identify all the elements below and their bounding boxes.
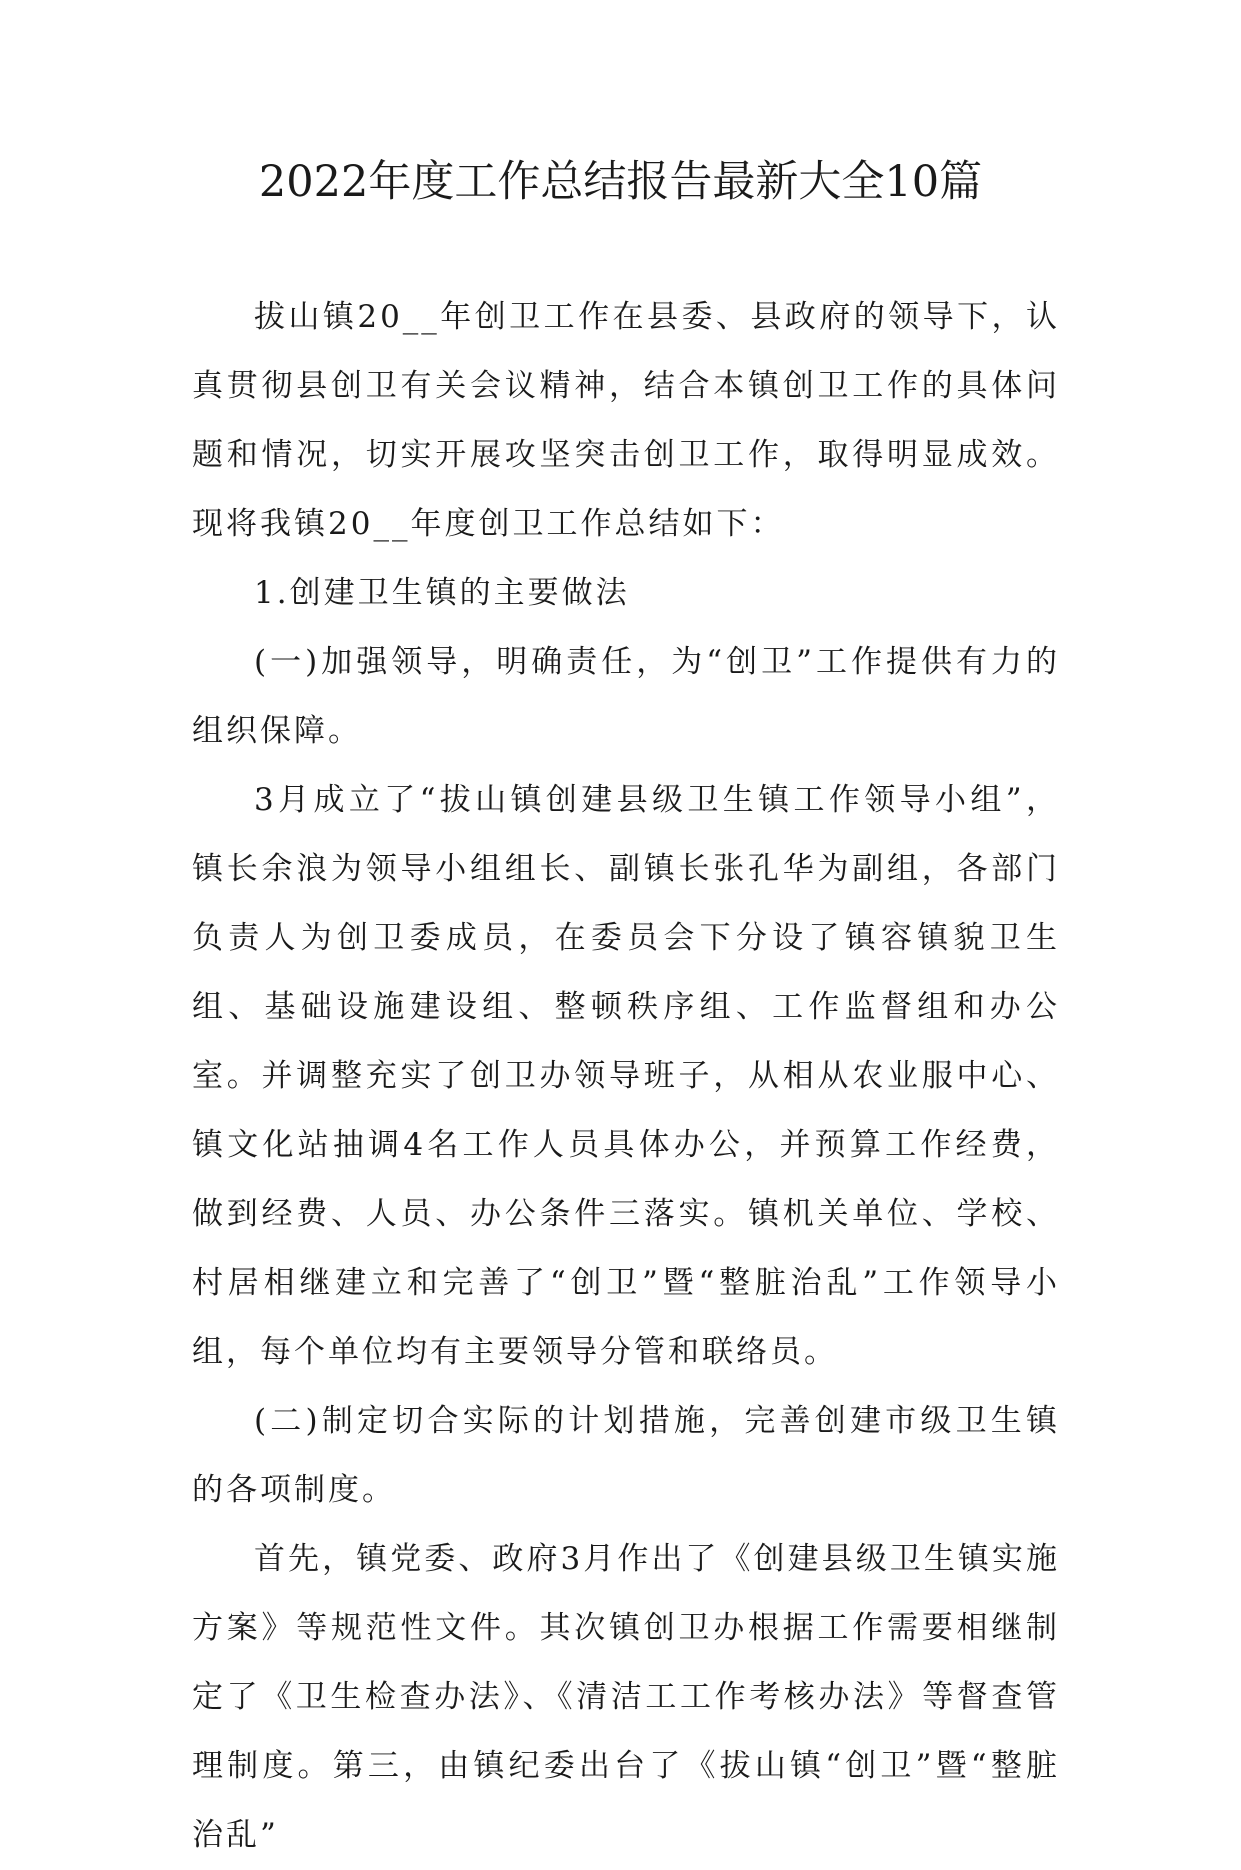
paragraph-leadership: 3月成立了“拔山镇创建县级卫生镇工作领导小组”，镇长余浪为领导小组组长、副镇长张孔华为副组，各部门负责人为创卫委成员，在委员会下分设了镇容镇貌卫生组、基础设施建设组、整顿秩序组、工作监督组和办公室。并调整充实了创卫办领导班子，从相从农业服中心、镇文化站抽调4名工作人员具体办公，并预算工作经费，做到经费、人员、办公条件三落实。镇机关单位、学校、村居相继建立和完善了“创卫”暨“整脏治乱”工作领导小组，每个单位均有主要领导分管和联络员。 bbox=[192, 782, 1060, 1370]
paragraph-measures: 首先，镇党委、政府3月作出了《创建县级卫生镇实施方案》等规范性文件。其次镇创卫办根据工作需要相继制定了《卫生检查办法》、《清洁工工作考核办法》等督查管理制度。第三，由镇纪委出台了《拔山镇“创卫”暨“整脏治乱” bbox=[192, 1541, 1060, 1853]
document-title: 2022年度工作总结报告最新大全10篇 bbox=[258, 157, 983, 207]
section-heading-1: 1.创建卫生镇的主要做法 bbox=[254, 575, 630, 611]
subsection-heading-1: (一)加强领导，明确责任，为“创卫”工作提供有力的组织保障。 bbox=[192, 644, 1060, 749]
paragraph-intro: 拔山镇20__年创卫工作在县委、县政府的领导下，认真贯彻县创卫有关会议精神，结合本镇创卫工作的具体问题和情况，切实开展攻坚突击创卫工作，取得明显成效。现将我镇20__年度创卫工作总结如下： bbox=[192, 299, 1060, 542]
document-body bbox=[192, 283, 1060, 1870]
subsection-heading-2: (二)制定切合实际的计划措施，完善创建市级卫生镇的各项制度。 bbox=[192, 1403, 1060, 1508]
